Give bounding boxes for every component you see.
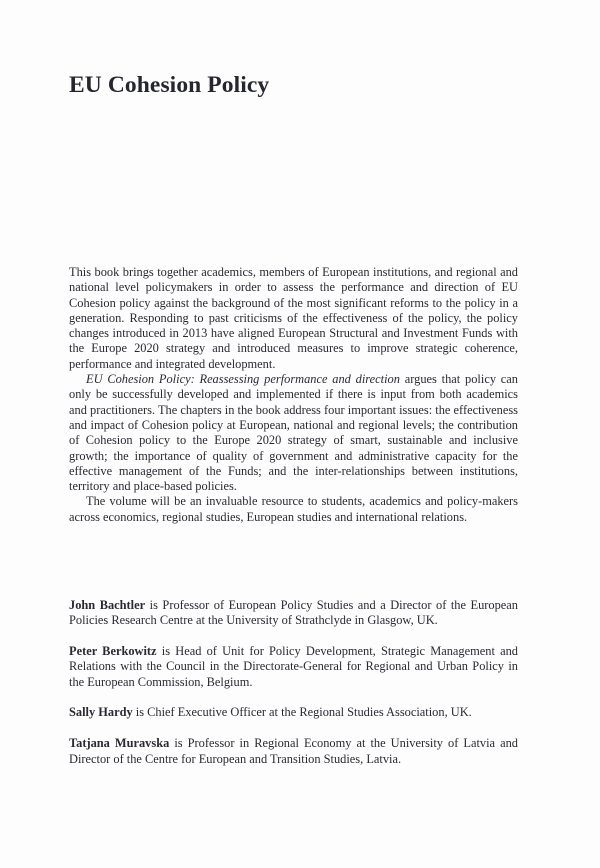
description-paragraph-1: This book brings together academics, members of European institutions, and regional and national level policymakers in order to assess the performance and direction of EU Cohesion policy against the background of the most significant reforms to the policy in a generation. Responding to past criticisms of the effectiveness of the policy, the policy changes introduced in 2013 have aligned European Structural and Investment Funds with the Europe 2020 strategy and introduced measures to improve strategic coherence, performance and integrated development. [69, 265, 518, 371]
editor-name: John Bachtler [69, 598, 146, 612]
editor-description: is Head of Unit for Policy Development, Strategic Management and Relations with the Council in the Directorate-General for Regional and Urban Policy in the European Commission, Belgium. [69, 644, 519, 689]
editor-name: Peter Berkowitz [69, 644, 157, 659]
description-paragraph-2-text: argues that policy can only be successfully developed and implemented if there is input from both academics and practitioners. The chapters in the book address four important issues: the effectiveness and impact of Cohesion policy at European, national and regional levels; the contribution of Cohesion policy to the Europe 2020 strategy of smart, sustainable and inclusive growth; the importance of quality of government and administrative capacity for the effective management of the Funds; and the inter-relationships between institutions, territory and place-based policies. [69, 372, 519, 494]
editor-name: Tatjana Muravska [69, 736, 170, 751]
book-description [69, 265, 518, 525]
description-paragraph-2 [69, 372, 518, 494]
editor-bios [69, 598, 518, 782]
editor-description: is Chief Executive Officer at the Regional Studies Association, UK. [132, 705, 472, 720]
book-full-title: EU Cohesion Policy: Reassessing performance and direction [86, 372, 400, 387]
editor-name: Sally Hardy [69, 705, 133, 720]
page-title: EU Cohesion Policy [69, 72, 270, 98]
editor-description: is Professor in Regional Economy at the University of Latvia and Director of the Centre for European and Transition Studies, Latvia. [69, 736, 518, 766]
editor-bio [69, 644, 518, 690]
editor-description: is Professor of European Policy Studies and a Director of the European Policies Research Centre at the University of Strathclyde in Glasgow, UK. [69, 598, 518, 628]
description-paragraph-3: The volume will be an invaluable resource to students, academics and policy-makers across economics, regional studies, European studies and international relations. [69, 494, 518, 524]
editor-bio [69, 736, 518, 767]
editor-bio [69, 705, 518, 720]
editor-bio [69, 598, 518, 629]
